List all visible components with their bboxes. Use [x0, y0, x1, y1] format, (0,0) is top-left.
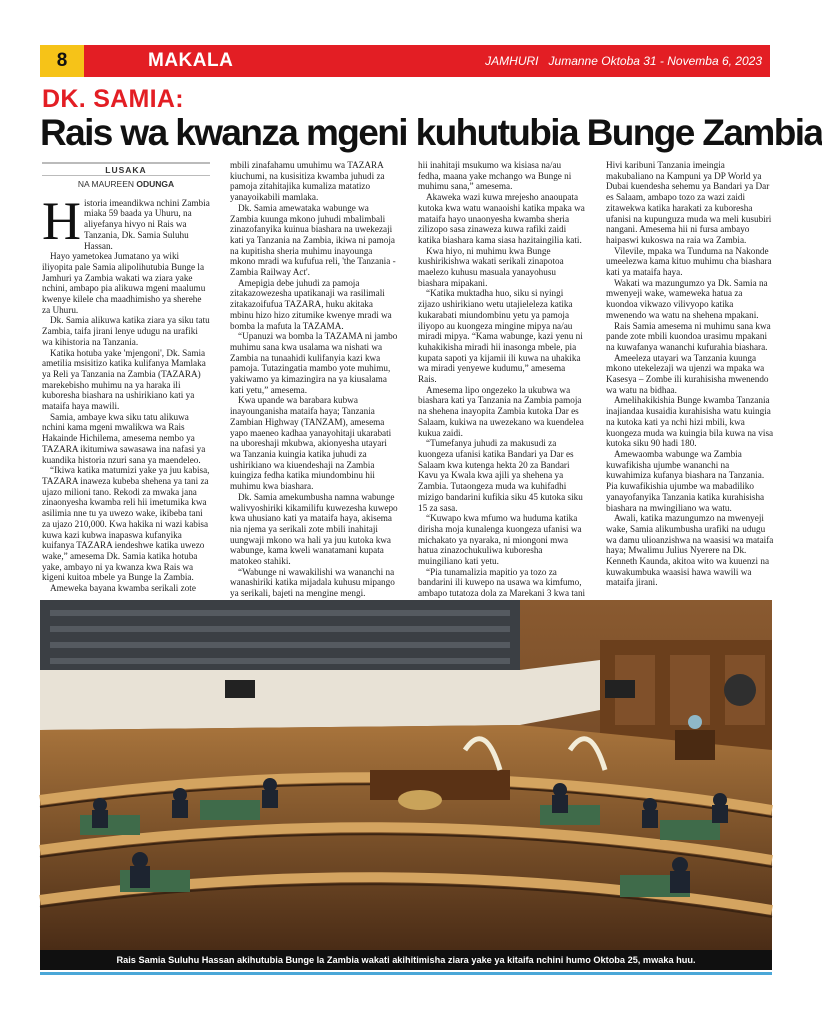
article-paragraph: Vilevile, mpaka wa Tunduma na Nakonde umeelezwa kama kituo muhimu cha biashara kati ya mataifa haya. — [606, 245, 772, 278]
byline-author: ODUNGA — [136, 179, 175, 189]
issue-info — [440, 45, 762, 77]
article-paragraph: Ameweka bayana kwamba serikali zote — [50, 583, 196, 594]
photo-caption: Rais Samia Suluhu Hassan akihutubia Bunge la Zambia wakati akihitimisha ziara yake ya kitaifa nchini humo Oktoba 25, mwaka huu. — [116, 955, 696, 965]
section-name: MAKALA — [148, 50, 234, 71]
article-paragraph: Rais Samia amesema ni muhimu sana kwa pande zote mbili kuondoa urasimu mpakani na kuwafanya wananchi kufurahia biashara. — [606, 320, 771, 352]
column-1-text — [42, 190, 210, 594]
article-paragraph: “Katika muktadha huo, siku si nyingi zijazo ushirikiano wetu utajieleleza katika kukarabati miundombinu yetu ya pamoja iliyopo au kuongeza mingine mipya na/au miradi mipya. “Kama wabunge, kazi yenu ni kuhakikisha miradi hii inasonga mbele, pia kupata sapoti ya kijamii ili kuwa na uhakika wa miradi yenyewe kudumu,” amesema Rais. — [418, 288, 583, 385]
article-paragraph: Kwa upande wa barabara kubwa inayounganisha mataifa haya; Tanzania Zambian Highway (TANZAM), amesema yapo maeneo kadhaa yanayohitaji ukarabati na uboreshaji mkubwa, akionyesha utayari wa Tanzania kuingia katika juhudi za ushirikiano wa kiuendeshaji na Zambia kuingiza fedha katika miundombinu hii muhimu kwa biashara. — [230, 395, 392, 492]
page-number: 8 — [56, 50, 68, 71]
article-paragraph: Dk. Samia alikuwa katika ziara ya siku tatu Zambia, taifa jirani lenye udugu na urafiki wa kihistoria na Tanzania. — [42, 315, 210, 347]
article-paragraph: Akaweka wazi kuwa mrejesho anaoupata kutoka kwa watu wanaoishi katika mpaka wa mataifa hayo unaonyesha kwamba sheria zilizopo sasa zinaweza kuwa rafiki zaidi katika biashara kama siasa hazitaingilia kati. — [418, 192, 585, 245]
article-paragraph: Dk. Samia amewataka wabunge wa Zambia kuunga mkono juhudi mbalimbali zinazofanyika kuinua biashara na uwekezaji kati ya Tanzania na Zambia, ikiwa ni pamoja na kupitisha sheria muhimu inayounga mkono mradi wa kufufua reli, 'the Tanzania - Zambia Railway Act'. — [230, 202, 396, 278]
article-column-1 — [42, 160, 210, 595]
article-column-2 — [230, 160, 398, 599]
article-paragraph: Hayo yametokea Jumatano ya wiki iliyopita pale Samia alipolihutubia Bunge la Jamhuri ya Zambia wakati wa ziara yake nchini, ambapo pia alikuwa mgeni maalumu kwenye kilele cha maadhimisho ya sherehe za Uhuru. — [42, 251, 206, 315]
article-kicker: DK. SAMIA: — [42, 85, 184, 113]
article-paragraph: “Wabunge ni wawakilishi wa wananchi na wanashiriki katika mijadala kuhusu mipango ya serikali, bajeti na mengine mengi. — [230, 566, 395, 599]
article-paragraph: hii inahitaji msukumo wa kisiasa na/au fedha, maana yake mchango wa Bunge ni muhimu sana,” amesema. — [418, 160, 572, 192]
article-paragraph: Amepigia debe juhudi za pamoja zitakazowezesha upatikanaji wa rasilimali zitakazoifufua TAZARA, huku akitaka mbinu hizo hizo zitumike kwenye mradi wa bomba la mafuta la TAZAMA. — [230, 277, 392, 331]
article-paragraph: Awali, katika mazungumzo na mwenyeji wake, Samia alikumbusha urafiki na udugu wa damu ulioanzishwa na waasisi wa mataifa haya; Mwalimu Julius Nyerere na Dk. Kenneth Kaunda, akitoa wito wa kuuenzi na kuwakumbuka waasisi hawa wawili wa mataifa jirani. — [606, 513, 774, 588]
article-paragraph: Historia imeandikwa nchini Zambia miaka 59 baada ya Uhuru, na aliyefanya hivyo ni Rais wa Tanzania, Dk. Samia Suluhu Hassan. — [42, 190, 210, 251]
article-paragraph: “Pia tunamalizia mapitio ya tozo za bandarini ili kuwepo na usawa wa kimfumo, ambapo tutatoza dola za Marekani 3 kwa tani — [418, 566, 586, 599]
dateline: LUSAKA — [42, 162, 210, 176]
article-paragraph: Samia, ambaye kwa siku tatu alikuwa nchini kama mgeni mwalikwa wa Rais Hakainde Hichilema, amesema nembo ya TAZARA ikitumiwa sawasawa ina nafasi ya kuandika historia nzuri sana ya maendeleo. — [42, 411, 206, 465]
article-paragraph: “Upanuzi wa bomba la TAZAMA ni jambo muhimu sana kwa usalama wa nishati wa Zambia na tunaahidi kulifanyia kazi kwa pamoja. Tutazingatia mambo yote muhimu, yakiwamo ya kimazingira na ya kiusalama kati yetu,” amesema. — [230, 331, 398, 395]
article-paragraph: mbili zinafahamu umuhimu wa TAZARA kiuchumi, na kusisitiza kwamba juhudi za pamoja zitahitajika kumaliza matatizo yanayoikabili mamlaka. — [230, 160, 385, 203]
article-paragraph: “Tumefanya juhudi za makusudi za kuongeza ufanisi katika Bandari ya Dar es Salaam kwa kutenga hekta 20 za Bandari Kavu ya Kwala kwa ajili ya shehena ya Zambia. Tutaongeza muda wa kuhifadhi mizigo bandarini kufikia siku 45 kutoka siku 15 za sasa. — [418, 438, 583, 513]
article-paragraph: Amesema lipo ongezeko la ukubwa wa biashara kati ya Tanzania na Zambia pamoja na shehena inayopita Zambia kutoka Dar es Salaam, kukiwa na uwezekano wa kuendelea kukua zaidi. — [418, 384, 584, 438]
article-headline: Rais wa kwanza mgeni kuhutubia Bunge Zambia — [40, 112, 822, 153]
article-column-3 — [418, 160, 586, 599]
article-paragraph: Dk. Samia amekumbusha namna wabunge walivyoshiriki kikamilifu kuwezesha kuwepo kwa uhusiano kati ya mataifa haya, akisema nia njema ya serikali zote mbili inahitaji uungwaji mkono wa hali ya juu kutoka kwa wabunge, kama kweli wanatamani kupata matokeo stahiki. — [230, 491, 398, 567]
article-body — [42, 160, 774, 599]
article-paragraph: Ameeleza utayari wa Tanzania kuunga mkono utekelezaji wa ujenzi wa mpaka wa Kasesya – Zombe ili kurahisisha mwenendo wa watu na bidhaa. — [606, 352, 769, 395]
article-paragraph: Wakati wa mazungumzo ya Dk. Samia na mwenyeji wake, wameweka hatua za kuondoa vikwazo vilivyopo katika mwenendo wa watu na shehena mpakani. — [606, 277, 768, 320]
byline — [42, 179, 210, 190]
parliament-photo — [40, 600, 772, 950]
issue-date: Jumanne Oktoba 31 - Novemba 6, 2023 — [548, 54, 762, 68]
article-paragraph: “Ikiwa katika matumizi yake ya juu kabisa, TAZARA inaweza kubeba shehena ya tani za ujazo milioni tano. Rekodi za mwaka jana zinaonyesha kwamba reli hii imetumika kwa asilimia nne tu ya uwezo wake, ikibeba tani za ujazo 210,000. Kwa hakika ni wazi kabisa kuwa kazi kubwa inapaswa kufanyika kuifanya TAZARA iendeshwe katika uwezo wake,” amesema Dk. Samia katika hotuba yake, ambayo ni ya kwanza kwa Rais wa kigeni kuitoa mbele ya Bunge la Zambia. — [42, 465, 210, 583]
article-paragraph: Katika hotuba yake 'mjengoni', Dk. Samia ametilia msisitizo katika kulifanya Mamlaka ya Reli ya Tanzania na Zambia (TAZARA) marekebisho muhimu na ya haraka ili kuboresha biashara na ushirikiano kati ya mataifa haya mawili. — [42, 347, 206, 412]
bottom-rule — [40, 972, 772, 975]
drop-cap: H — [42, 190, 81, 251]
article-column-4 — [606, 160, 774, 595]
article-paragraph: Kwa hiyo, ni muhimu kwa Bunge kushirikishwa wakati serikali zinapotoa maelezo kuhusu masuala yanayohusu biashara mipakani. — [418, 245, 564, 288]
publication-name: JAMHURI — [485, 54, 539, 68]
article-paragraph: Amelihakikishia Bunge kwamba Tanzania inajiandaa kusaidia kurahisisha watu kuingia na kutoka kati ya nchi hizi mbili, kwa kuongeza muda wa kuingia bila kuwa na visa kutoka siku 90 hadi 180. — [606, 395, 774, 449]
article-paragraph: “Kuwapo kwa mfumo wa huduma katika dirisha moja kunalenga kuongeza ufanisi wa michakato ya nyaraka, ni miongoni mwa hatua zinazochukuliwa kuboresha muingiliano kati yetu. — [418, 513, 582, 567]
article-paragraph: Amewaomba wabunge wa Zambia kuwafikisha ujumbe wananchi na kuwahimiza kufanya biashara na Tanzania. Pia kuwafikishia ujumbe wa mabadiliko yanayofanyika Tanzania katika kurahisisha biashara na mwingiliano wa watu. — [606, 448, 765, 513]
article-paragraph: Hivi karibuni Tanzania imeingia makubaliano na Kampuni ya DP World ya Dubai kuendesha sehemu ya Bandari ya Dar es Salaam, ambapo tozo za wazi zaidi zitawekwa katika harakati za kuboresha ufanisi na kupunguza muda wa meli kusubiri nangani. Amesema hii ni fursa ambayo haipaswi kukoswa na raia wa Zambia. — [606, 160, 772, 245]
byline-prefix: NA MAUREEN — [77, 179, 137, 189]
